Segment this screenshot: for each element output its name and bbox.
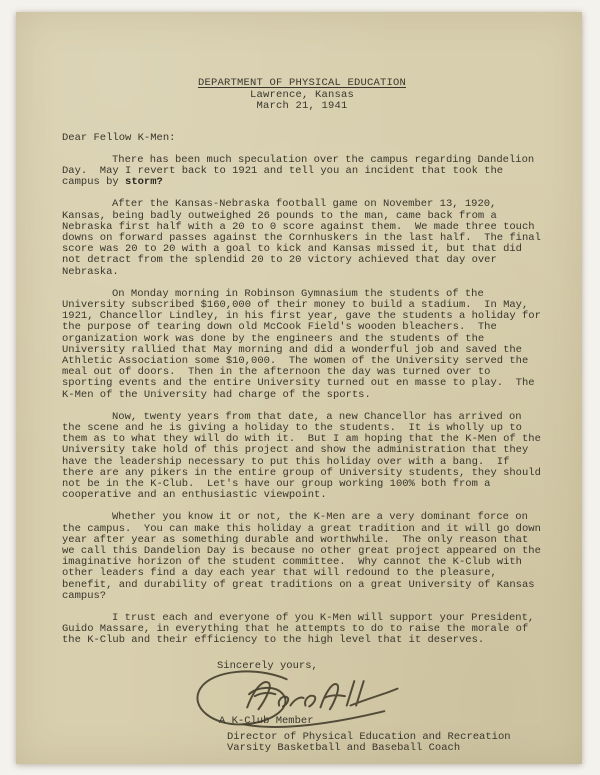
- letter-paper: [16, 12, 582, 764]
- paragraph-1-text: There has been much speculation over the campus regarding Dandelion Day. May I revert back to 1921 and tell you an incident that took the campus by: [62, 153, 541, 189]
- title-line-1: Director of Physical Education and Recreation: [227, 731, 511, 744]
- paragraph-2: After the Kansas-Nebraska football game on November 13, 1920, Kansas, being badly outweighed 26 pounds to the man, came back from a Nebraska first half with a 20 to 0 score against them. We made three touch downs on forward passes against the Cornhuskers in the last half. The final score was 20 to 20 with a goal to kick and Kansas missed it, but that did not detract from the splendid 20 to 20 victory achieved that day over Nebraska.: [62, 198, 548, 278]
- letterhead: [62, 78, 542, 113]
- paragraph-1: [62, 155, 542, 189]
- signer-role: A K-Club Member: [219, 714, 314, 727]
- paragraph-3: On Monday morning in Robinson Gymnasium the students of the University subscribed $160,000 of their money to build a stadium. In May, 1921, Chancellor Lindley, in his first year, gave the students a holiday for the purpose of tearing down old McCook Field's wooden bleachers. The organization work was done by the engineers and the students of the University rallied that May morning and did a wonderful job and saved the Athletic Association some $10,000. The women of the University served the meal out of doors. Then in the afternoon the day was turned over to sporting events and the entire University turned out en masse to play. The K-Men of the University had charge of the sports.: [62, 287, 548, 401]
- closing-line: Sincerely yours,: [217, 659, 318, 672]
- letterhead-department: DEPARTMENT OF PHYSICAL EDUCATION: [197, 77, 407, 89]
- paragraph-1-bold: storm?: [125, 176, 163, 189]
- paragraph-6: I trust each and everyone of you K-Men will support your President, Guido Massare, in everything that he attempts to do to raise the morale of the K-Club and their efficiency to the high level that it deserves.: [62, 612, 541, 647]
- paragraph-5: Whether you know it or not, the K-Men are a very dominant force on the campus. You can make this holiday a great tradition and it will go down year after year as something durable and worthwhile. The only reason that we call this Dandelion Day is because no other great project appeared on the imaginative horizon of the student committee. Why cannot the K-Club with other leaders find a day each year that will redound to the pleasure, benefit, and durability of great traditions on a great University of Kansas campus?: [62, 511, 548, 602]
- letterhead-date: March 21, 1941: [256, 100, 348, 112]
- closing-block: [217, 661, 542, 727]
- paragraph-4: Now, twenty years from that date, a new Chancellor has arrived on the scene and he is giving a holiday to the students. It is wholly up to them as to what they will do with it. But I am hoping that the K-Men of the University take hold of this project and show the administration that they have the leadership necessary to put this holiday over with a bang. If there are any pikers in the entire group of University students, they should not be in the K-Club. Let's have our group working 100% both from a cooperative and an enthusiastic viewpoint.: [62, 410, 548, 502]
- letterhead-city: Lawrence, Kansas: [249, 88, 355, 101]
- salutation: Dear Fellow K-Men:: [62, 131, 176, 144]
- signature-titles: [227, 732, 542, 755]
- title-line-2: Varsity Basketball and Baseball Coach: [227, 742, 461, 755]
